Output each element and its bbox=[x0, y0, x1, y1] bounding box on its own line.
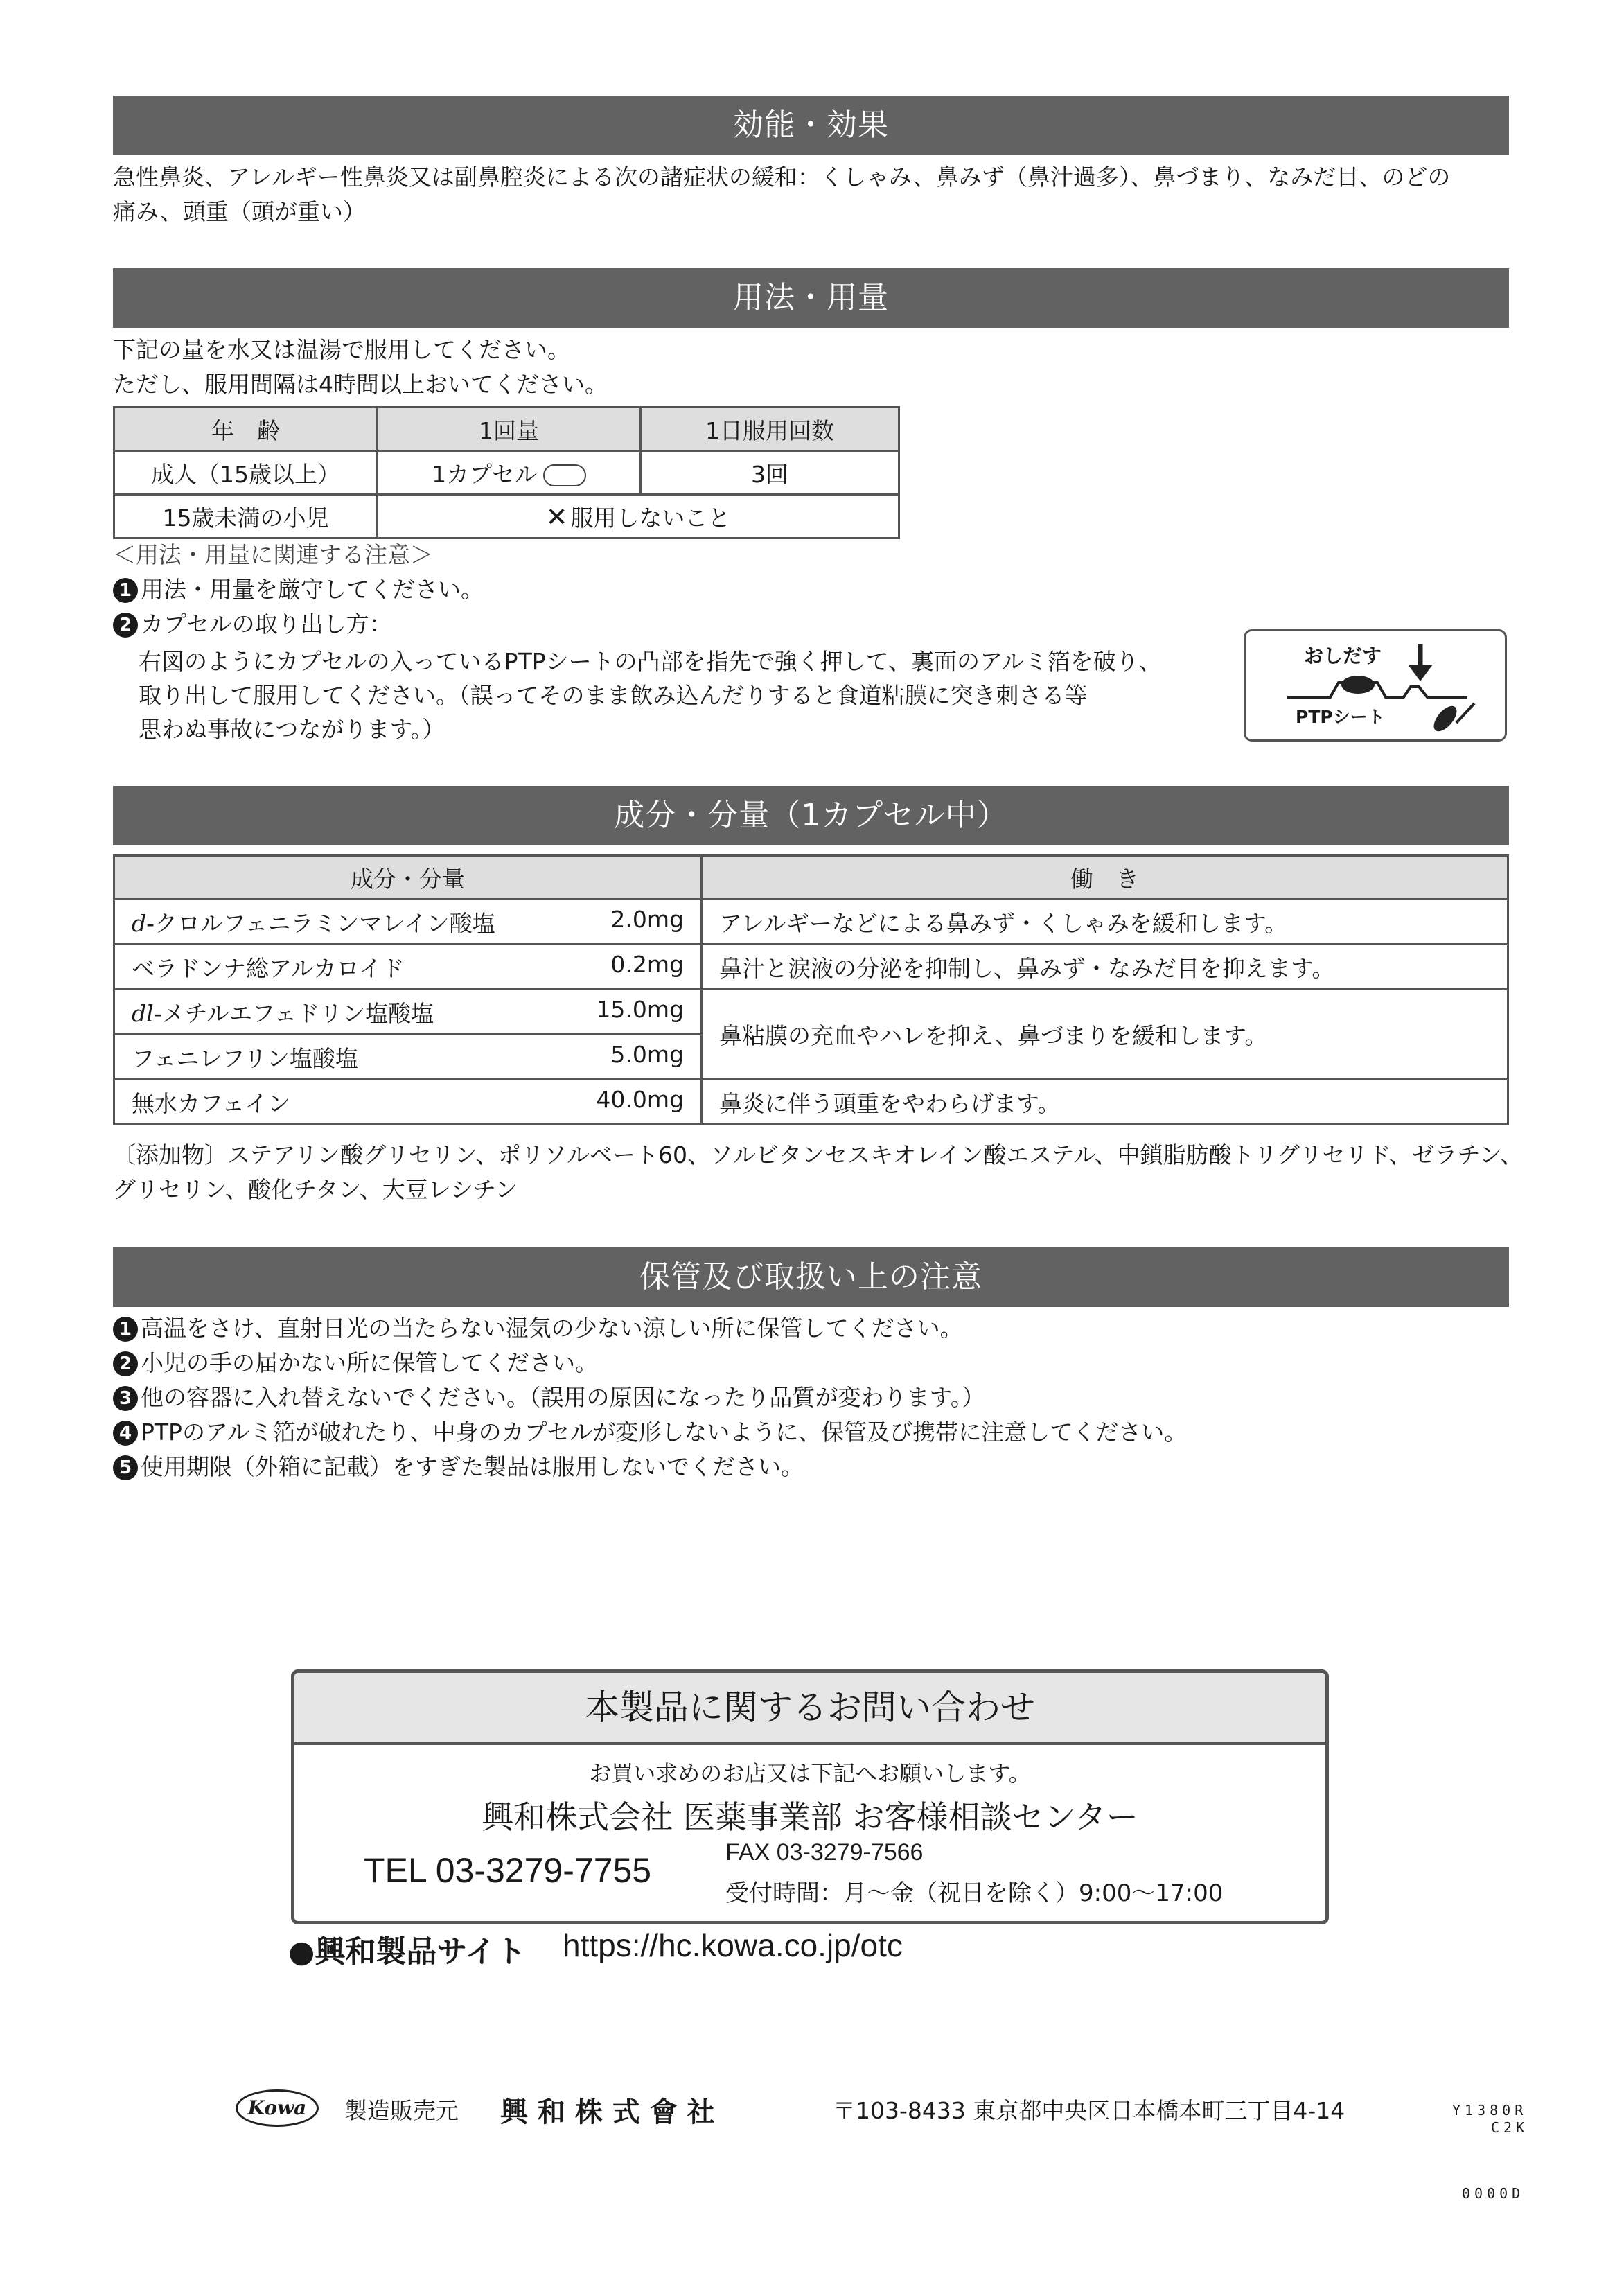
footer-company: 興 和 株 式 會 社 bbox=[500, 2096, 715, 2128]
ingredient-name: 無水カフェイン bbox=[132, 1089, 291, 1117]
inquiry-title: 本製品に関するお問い合わせ bbox=[294, 1673, 1325, 1745]
storage-item-4-text: PTPのアルミ箔が破れたり、中身のカプセルが変形しないように、保管及び携帯に注意してください。 bbox=[141, 1419, 1188, 1446]
number-1-icon: 1 bbox=[113, 1317, 138, 1342]
dosage-intro-2: ただし、服用間隔は4時間以上おいてください。 bbox=[113, 371, 608, 398]
dosage-age-adult: 成人（15歳以上） bbox=[114, 451, 378, 495]
storage-item-2-text: 小児の手の届かない所に保管してください。 bbox=[141, 1349, 598, 1376]
dosage-note-1-text: 用法・用量を厳守してください。 bbox=[141, 576, 484, 603]
ingredient-cell bbox=[114, 900, 702, 945]
ingredients-header-name: 成分・分量 bbox=[114, 856, 702, 900]
efficacy-line-1: 急性鼻炎、アレルギー性鼻炎又は副鼻腔炎による次の諸症状の緩和：くしゃみ、鼻みず（鼻汁過多）、鼻づまり、なみだ目、のどの bbox=[113, 164, 1451, 191]
ingredients-header-action: 働 き bbox=[702, 856, 1508, 900]
ingredient-name: フェニレフリン塩酸塩 bbox=[132, 1044, 359, 1072]
number-5-icon: 5 bbox=[113, 1455, 138, 1480]
number-1-icon: 1 bbox=[113, 578, 138, 603]
footer-code-3: 0000D bbox=[1462, 2185, 1525, 2202]
number-3-icon: 3 bbox=[113, 1386, 138, 1411]
dosage-header-dose: 1回量 bbox=[378, 407, 641, 451]
ingredient-amount: 15.0mg bbox=[596, 995, 684, 1023]
dosage-dose-adult bbox=[378, 451, 641, 495]
table-row bbox=[114, 990, 1508, 1035]
number-4-icon: 4 bbox=[113, 1421, 138, 1446]
dosage-times-adult: 3回 bbox=[641, 451, 899, 495]
number-2-icon: 2 bbox=[113, 1351, 138, 1376]
ingredient-cell bbox=[114, 990, 702, 1035]
dosage-note-2-sub-2: 取り出して服用してください。（誤ってそのまま飲み込んだりすると食道粘膜に突き刺さる等 bbox=[139, 682, 1088, 709]
cross-icon: ✕ bbox=[545, 501, 568, 532]
kowa-logo: Kowa bbox=[236, 2089, 319, 2127]
inquiry-hours: 受付時間：月〜金（祝日を除く）9:00〜17:00 bbox=[725, 1879, 1224, 1907]
storage-item-3 bbox=[113, 1380, 985, 1415]
table-row bbox=[114, 945, 1508, 990]
table-row bbox=[114, 900, 1508, 945]
ingredients-table bbox=[113, 854, 1509, 1125]
capsule-icon bbox=[543, 464, 586, 486]
inquiry-fax: FAX 03-3279-7566 bbox=[725, 1839, 924, 1866]
inquiry-line1: お買い求めのお店又は下記へお願いします。 bbox=[589, 1760, 1031, 1787]
dosage-header-age: 年 齢 bbox=[114, 407, 378, 451]
dosage-notes-title: ＜用法・用量に関連する注意＞ bbox=[113, 541, 433, 568]
additives-line-2: グリセリン、酸化チタン、大豆レシチン bbox=[113, 1176, 518, 1203]
ingredient-action: アレルギーなどによる鼻みず・くしゃみを緩和します。 bbox=[702, 900, 1508, 945]
storage-item-3-text: 他の容器に入れ替えないでください。（誤用の原因になったり品質が変わります。） bbox=[141, 1384, 985, 1411]
ptp-push-label: おしだす bbox=[1304, 645, 1382, 667]
dosage-dose-text: 1カプセル bbox=[432, 460, 538, 488]
ingredient-action: 鼻汁と涙液の分泌を抑制し、鼻みず・なみだ目を抑えます。 bbox=[702, 945, 1508, 990]
ptp-press-icon bbox=[1246, 631, 1505, 739]
ingredients-heading: 成分・分量（1カプセル中） bbox=[113, 786, 1509, 845]
number-2-icon: 2 bbox=[113, 613, 138, 638]
efficacy-heading: 効能・効果 bbox=[113, 96, 1509, 155]
footer-code-1: Y1380R bbox=[1452, 2102, 1528, 2119]
inquiry-box bbox=[291, 1669, 1329, 1924]
storage-item-1 bbox=[113, 1311, 963, 1346]
dosage-note-2-sub-3: 思わぬ事故につながります。） bbox=[139, 716, 445, 743]
efficacy-line-2: 痛み、頭重（頭が重い） bbox=[113, 198, 366, 225]
storage-heading: 保管及び取扱い上の注意 bbox=[113, 1247, 1509, 1307]
ingredient-amount: 2.0mg bbox=[610, 905, 684, 933]
dosage-note-2-sub-1: 右図のようにカプセルの入っているPTPシートの凸部を指先で強く押して、裏面のアルミ箔を破り、 bbox=[139, 648, 1162, 675]
ingredient-prefix: d bbox=[132, 909, 147, 937]
ptp-sheet-label: PTPシート bbox=[1296, 707, 1385, 727]
ingredient-amount: 40.0mg bbox=[596, 1085, 684, 1113]
dosage-header-times: 1日服用回数 bbox=[641, 407, 899, 451]
storage-item-5 bbox=[113, 1450, 804, 1484]
ingredient-name: -メチルエフェドリン塩酸塩 bbox=[153, 999, 434, 1027]
table-row bbox=[114, 1080, 1508, 1125]
storage-item-2 bbox=[113, 1346, 598, 1380]
ingredient-prefix: dl bbox=[132, 999, 154, 1027]
dosage-age-child: 15歳未満の小児 bbox=[114, 495, 378, 538]
inquiry-tel: TEL 03-3279-7755 bbox=[364, 1851, 652, 1890]
storage-item-4 bbox=[113, 1415, 1187, 1450]
ingredient-action: 鼻炎に伴う頭重をやわらげます。 bbox=[702, 1080, 1508, 1125]
site-label: ●興和製品サイト bbox=[288, 1934, 527, 1970]
ptp-figure bbox=[1244, 629, 1507, 742]
storage-item-5-text: 使用期限（外箱に記載）をすぎた製品は服用しないでください。 bbox=[141, 1453, 804, 1480]
dosage-table bbox=[113, 406, 900, 539]
additives-line-1: 〔添加物〕ステアリン酸グリセリン、ポリソルベート60、ソルビタンセスキオレイン酸エステル、中鎖脂肪酸トリグリセリド、ゼラチン、 bbox=[113, 1141, 1524, 1168]
ingredient-name: ベラドンナ総アルカロイド bbox=[132, 954, 405, 982]
ingredient-cell bbox=[114, 945, 702, 990]
dosage-note-1 bbox=[113, 572, 484, 607]
ingredient-cell bbox=[114, 1035, 702, 1080]
footer-code-2: C2K bbox=[1491, 2119, 1529, 2136]
dosage-note-2-text: カプセルの取り出し方： bbox=[141, 611, 392, 638]
site-url[interactable]: https://hc.kowa.co.jp/otc bbox=[563, 1927, 903, 1963]
ingredient-cell bbox=[114, 1080, 702, 1125]
ingredient-amount: 0.2mg bbox=[610, 950, 684, 978]
dosage-heading: 用法・用量 bbox=[113, 268, 1509, 328]
table-row bbox=[114, 451, 899, 495]
storage-item-1-text: 高温をさけ、直射日光の当たらない湿気の少ない涼しい所に保管してください。 bbox=[141, 1315, 963, 1342]
inquiry-org: 興和株式会社 医薬事業部 お客様相談センター bbox=[482, 1798, 1138, 1836]
dosage-child-note bbox=[378, 495, 899, 538]
footer-address: 〒103-8433 東京都中央区日本橋本町三丁目4-14 bbox=[833, 2097, 1345, 2124]
dosage-intro-1: 下記の量を水又は温湯で服用してください。 bbox=[113, 336, 570, 363]
footer-role: 製造販売元 bbox=[344, 2097, 459, 2124]
table-row bbox=[114, 495, 899, 538]
dosage-child-note-text: 服用しないこと bbox=[570, 504, 731, 532]
ingredient-action: 鼻粘膜の充血やハレを抑え、鼻づまりを緩和します。 bbox=[702, 990, 1508, 1080]
ingredient-name: -クロルフェニラミンマレイン酸塩 bbox=[146, 909, 495, 937]
ingredient-amount: 5.0mg bbox=[610, 1040, 684, 1068]
dosage-note-2 bbox=[113, 607, 392, 642]
